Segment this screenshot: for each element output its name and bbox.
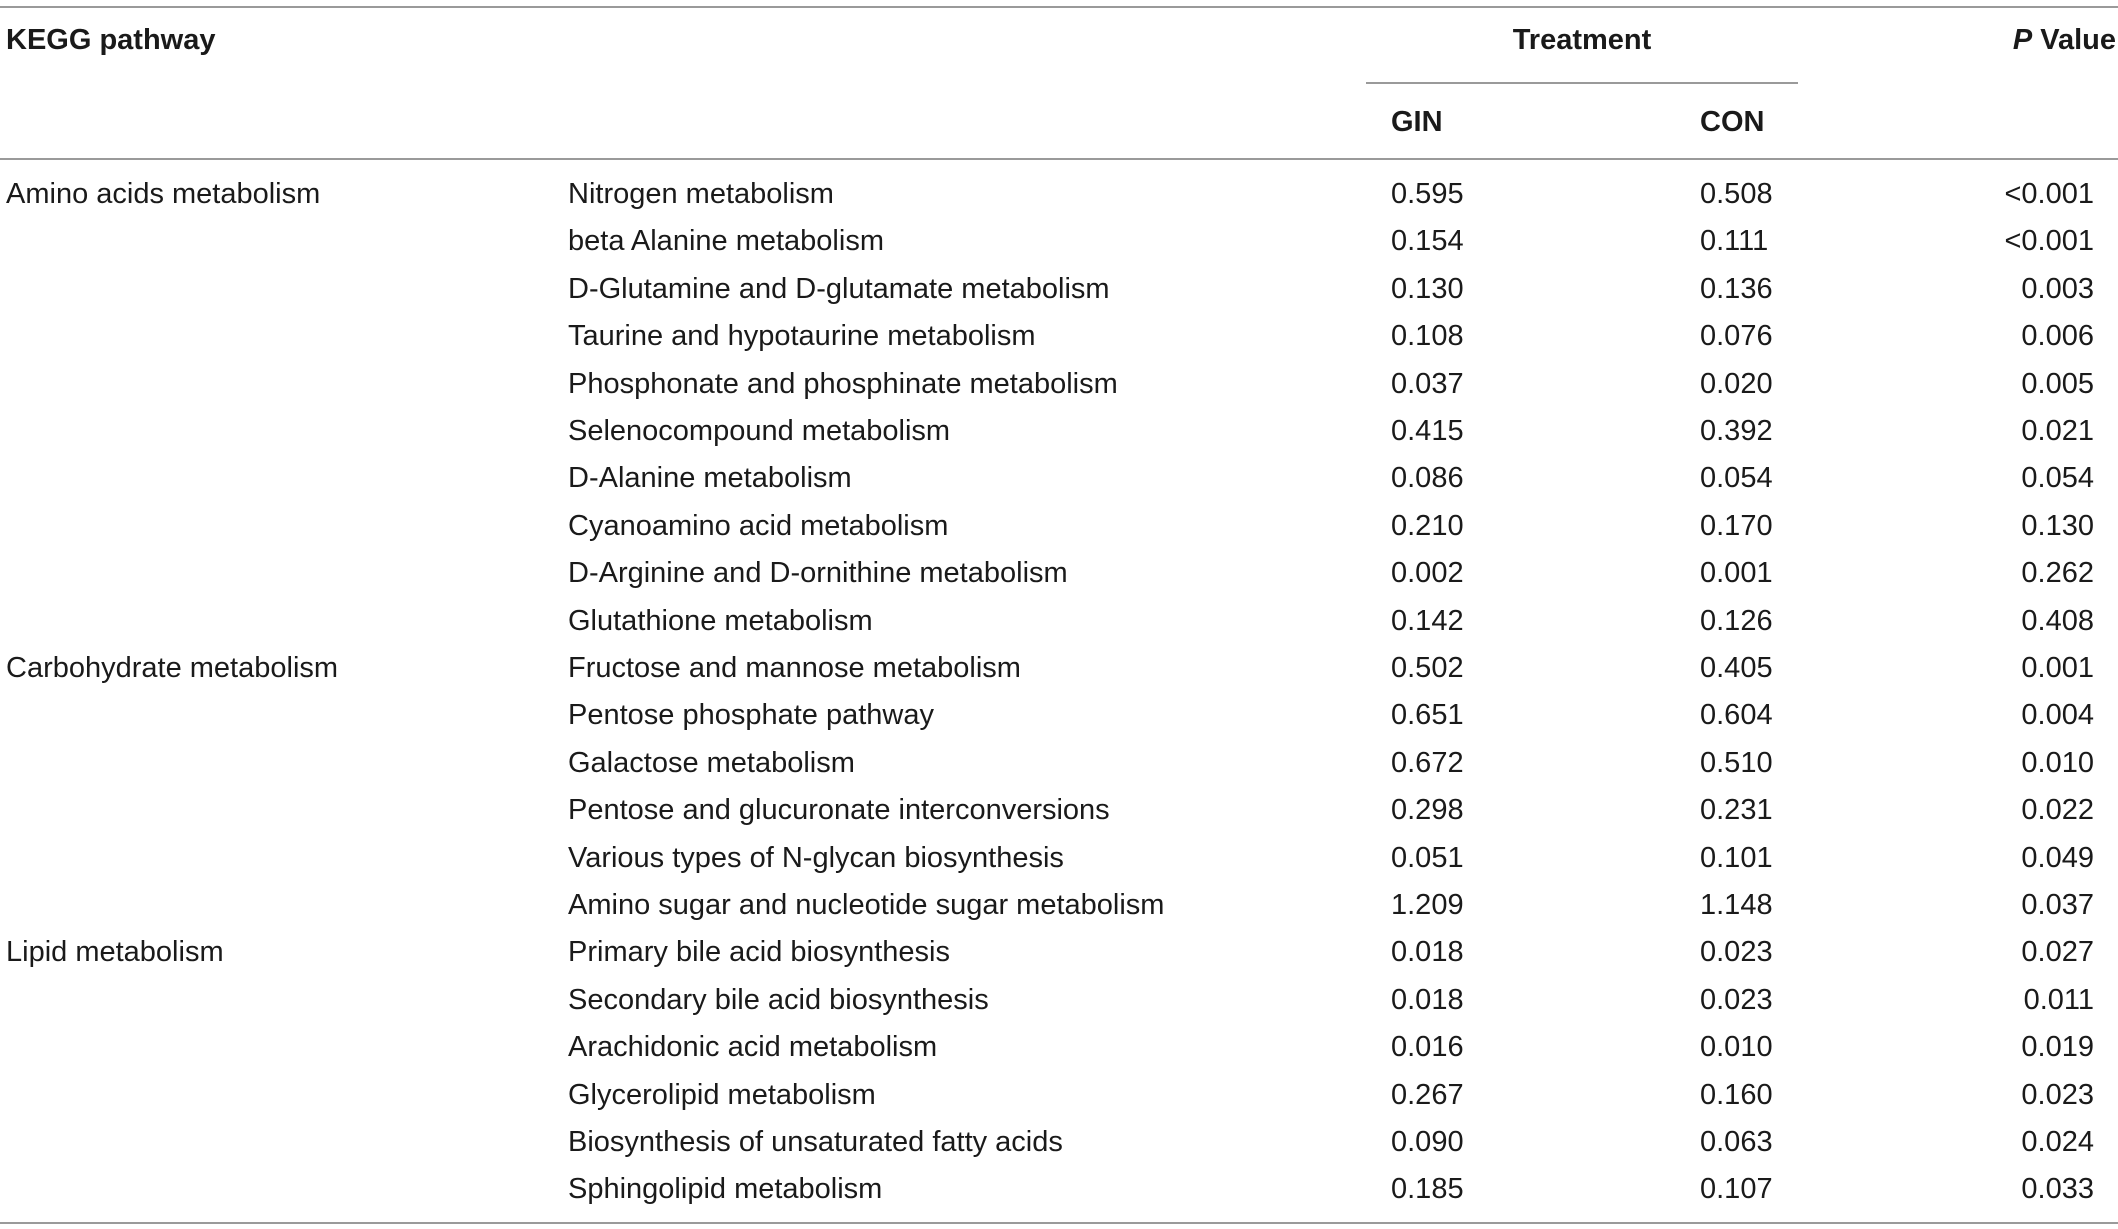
header-p-italic: P — [2012, 24, 2033, 56]
row-p-value: <0.001 — [2004, 225, 2094, 257]
row-pathway: Pentose phosphate pathway — [568, 699, 934, 731]
row-pathway: Arachidonic acid metabolism — [568, 1031, 938, 1063]
row-con-value: 0.101 — [1700, 842, 1773, 874]
row-p-value: 0.006 — [2021, 320, 2094, 352]
row-con-value: 0.136 — [1700, 273, 1773, 305]
row-p-value: 0.019 — [2021, 1031, 2094, 1063]
row-con-value: 0.231 — [1700, 794, 1773, 826]
row-pathway: beta Alanine metabolism — [568, 225, 884, 257]
row-pathway: Biosynthesis of unsaturated fatty acids — [568, 1126, 1063, 1158]
row-con-value: 0.126 — [1700, 605, 1773, 637]
row-con-value: 0.010 — [1700, 1031, 1773, 1063]
row-gin-value: 0.142 — [1391, 605, 1464, 637]
row-pathway: Glycerolipid metabolism — [568, 1079, 876, 1111]
row-category: Carbohydrate metabolism — [6, 652, 339, 684]
row-gin-value: 0.002 — [1391, 557, 1464, 589]
row-p-value: 0.037 — [2021, 889, 2094, 921]
row-gin-value: 0.090 — [1391, 1126, 1464, 1158]
row-pathway: Secondary bile acid biosynthesis — [568, 984, 989, 1016]
row-p-value: 0.003 — [2021, 273, 2094, 305]
row-gin-value: 0.185 — [1391, 1173, 1464, 1205]
row-gin-value: 0.130 — [1391, 273, 1464, 305]
row-p-value: 0.011 — [2023, 984, 2094, 1016]
row-con-value: 1.148 — [1700, 889, 1773, 921]
row-gin-value: 0.415 — [1391, 415, 1464, 447]
row-gin-value: 0.651 — [1391, 699, 1464, 731]
row-con-value: 0.405 — [1700, 652, 1773, 684]
row-p-value: 0.021 — [2021, 415, 2094, 447]
row-pathway: Selenocompound metabolism — [568, 415, 951, 447]
row-p-value: 0.130 — [2021, 510, 2094, 542]
row-gin-value: 0.672 — [1391, 747, 1464, 779]
row-pathway: Taurine and hypotaurine metabolism — [568, 320, 1036, 352]
row-p-value: 0.027 — [2021, 936, 2094, 968]
row-p-value: 0.023 — [2021, 1079, 2094, 1111]
row-con-value: 0.604 — [1700, 699, 1773, 731]
row-con-value: 0.392 — [1700, 415, 1773, 447]
row-con-value: 0.020 — [1700, 368, 1773, 400]
row-con-value: 0.111 — [1700, 225, 1769, 257]
row-pathway: Phosphonate and phosphinate metabolism — [568, 368, 1118, 400]
row-p-value: 0.005 — [2021, 368, 2094, 400]
header-gin: GIN — [1391, 106, 1443, 138]
row-con-value: 0.023 — [1700, 936, 1773, 968]
row-con-value: 0.160 — [1700, 1079, 1773, 1111]
header-bottom-rule — [0, 158, 2118, 160]
row-con-value: 0.510 — [1700, 747, 1773, 779]
row-pathway: Fructose and mannose metabolism — [568, 652, 1021, 684]
row-gin-value: 0.502 — [1391, 652, 1464, 684]
row-con-value: 0.001 — [1700, 557, 1773, 589]
row-p-value: 0.001 — [2021, 652, 2094, 684]
row-gin-value: 0.018 — [1391, 984, 1464, 1016]
row-pathway: Primary bile acid biosynthesis — [568, 936, 950, 968]
row-gin-value: 0.267 — [1391, 1079, 1464, 1111]
row-pathway: D-Glutamine and D-glutamate metabolism — [568, 273, 1110, 305]
row-gin-value: 0.051 — [1391, 842, 1464, 874]
row-p-value: <0.001 — [2004, 178, 2094, 210]
row-p-value: 0.049 — [2021, 842, 2094, 874]
row-con-value: 0.170 — [1700, 510, 1773, 542]
bottom-rule — [0, 1222, 2118, 1224]
row-pathway: Sphingolipid metabolism — [568, 1173, 883, 1205]
row-pathway: Pentose and glucuronate interconversions — [568, 794, 1110, 826]
treatment-rule — [1366, 82, 1798, 84]
row-pathway: Various types of N-glycan biosynthesis — [568, 842, 1064, 874]
row-pathway: Amino sugar and nucleotide sugar metabolism — [568, 889, 1165, 921]
row-con-value: 0.508 — [1700, 178, 1773, 210]
row-con-value: 0.063 — [1700, 1126, 1773, 1158]
row-pathway: Cyanoamino acid metabolism — [568, 510, 949, 542]
row-gin-value: 0.298 — [1391, 794, 1464, 826]
row-p-value: 0.004 — [2021, 699, 2094, 731]
row-pathway: Nitrogen metabolism — [568, 178, 834, 210]
row-p-value: 0.024 — [2021, 1126, 2094, 1158]
row-pathway: D-Arginine and D-ornithine metabolism — [568, 557, 1068, 589]
row-category: Lipid metabolism — [6, 936, 224, 968]
row-pathway: D-Alanine metabolism — [568, 462, 852, 494]
row-gin-value: 0.595 — [1391, 178, 1464, 210]
row-p-value: 0.408 — [2021, 605, 2094, 637]
row-gin-value: 1.209 — [1391, 889, 1464, 921]
row-p-value: 0.022 — [2021, 794, 2094, 826]
header-kegg-pathway: KEGG pathway — [6, 24, 216, 56]
row-gin-value: 0.086 — [1391, 462, 1464, 494]
row-con-value: 0.107 — [1700, 1173, 1773, 1205]
row-gin-value: 0.108 — [1391, 320, 1464, 352]
header-p-rest: Value — [2032, 24, 2116, 56]
header-p-value — [2013, 22, 2116, 58]
row-con-value: 0.054 — [1700, 462, 1773, 494]
row-gin-value: 0.154 — [1391, 225, 1464, 257]
row-category: Amino acids metabolism — [6, 178, 321, 210]
row-pathway: Galactose metabolism — [568, 747, 855, 779]
row-gin-value: 0.016 — [1391, 1031, 1464, 1063]
top-rule — [0, 6, 2118, 8]
row-p-value: 0.054 — [2021, 462, 2094, 494]
row-p-value: 0.010 — [2021, 747, 2094, 779]
row-pathway: Glutathione metabolism — [568, 605, 873, 637]
header-con: CON — [1700, 106, 1765, 138]
row-con-value: 0.023 — [1700, 984, 1773, 1016]
row-gin-value: 0.037 — [1391, 368, 1464, 400]
row-gin-value: 0.210 — [1391, 510, 1464, 542]
row-con-value: 0.076 — [1700, 320, 1773, 352]
row-p-value: 0.262 — [2021, 557, 2094, 589]
row-gin-value: 0.018 — [1391, 936, 1464, 968]
header-treatment: Treatment — [1512, 24, 1652, 56]
row-p-value: 0.033 — [2021, 1173, 2094, 1205]
